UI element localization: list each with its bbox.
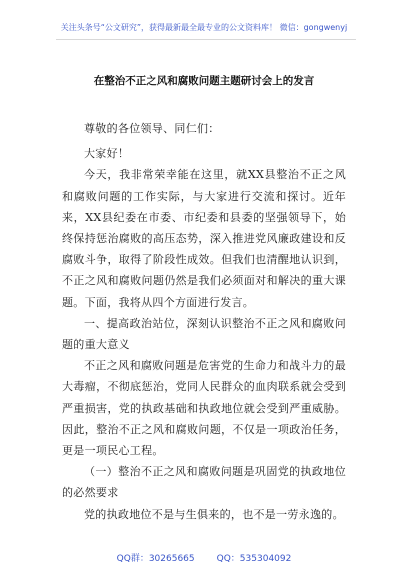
subsection-heading-1: （一）整治不正之风和腐败问题是巩固党的执政地位的必然要求 (62, 465, 346, 500)
greeting: 大家好！ (84, 147, 130, 161)
body-paragraph-intro: 今天，我非常荣幸能在这里，就XX县整治不正之风和腐败问题的工作实际，与大家进行交流和探讨。近年来，XX县纪委在市委、市纪委和县委的坚强领导下，始终保持惩治腐败的高压态势，深入推进党风廉政建设和反腐败斗争，取得了阶段性成效。但我们也清醒地认识到，不正之风和腐败问题仍然是我们必须面对和解决的重大课题。下面，我将从四个方面进行发言。 (62, 168, 346, 309)
header-divider (56, 39, 356, 40)
footer-qq-group: QQ群：30265665 (116, 554, 195, 564)
document-title: 在整治不正之风和腐败问题主题研讨会上的发言 (93, 75, 315, 87)
header-banner: 关注头条号“公文研究”，获得最新最全最专业的公文资料库！ 微信：gongwenyj (60, 23, 348, 32)
document-body (62, 118, 346, 525)
section-heading-1: 一、提高政治站位，深刻认识整治不正之风和腐败问题的重大意义 (62, 316, 346, 352)
body-paragraph-section-1: 不正之风和腐败问题是危害党的生命力和战斗力的最大毒瘤，不彻底惩治，党同人民群众的血肉联系就会受到严重损害，党的执政基础和执政地位就会受到严重威胁。因此，整治不正之风和腐败问题，不仅是一项政治任务，更是一项民心工程。 (62, 359, 346, 458)
footer-contact (0, 551, 408, 564)
salutation: 尊敬的各位领导、同仁们： (84, 122, 220, 135)
footer-qq: QQ：535304092 (216, 554, 292, 564)
body-paragraph-subsection-1: 党的执政地位不是与生俱来的，也不是一劳永逸的。 (84, 507, 344, 521)
